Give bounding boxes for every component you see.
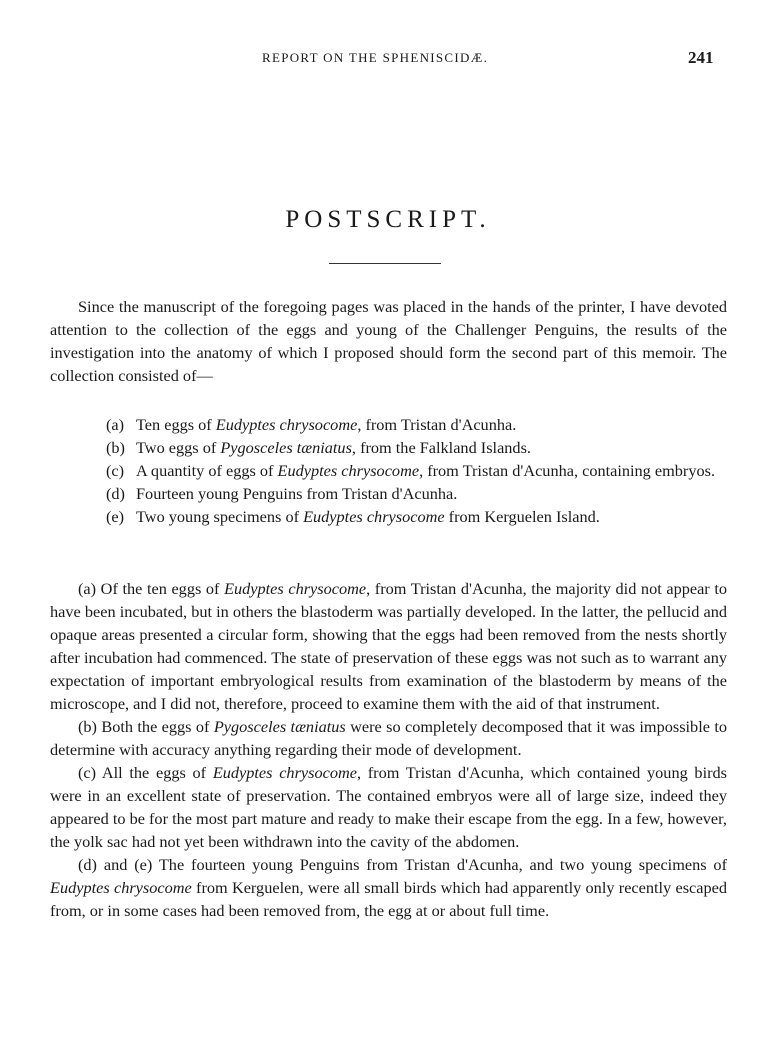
paragraph-text: Of the ten eggs of — [96, 579, 225, 598]
paragraph-c — [50, 761, 727, 853]
paragraph-b — [50, 715, 727, 761]
species-name: Eudyptes chrysocome — [277, 461, 420, 480]
page-number: 241 — [688, 48, 714, 67]
paragraph-d-e — [50, 853, 727, 922]
body-text — [50, 577, 727, 922]
list-text: Two eggs of — [136, 438, 221, 457]
list-text: , from the Falkland Islands. — [351, 438, 531, 457]
paragraph-text: All the eggs of — [96, 763, 213, 782]
paragraph-text: and — [96, 855, 135, 874]
list-text: Ten eggs of — [136, 415, 216, 434]
species-name: Eudyptes chrysocome — [212, 763, 357, 782]
paragraph-a — [50, 577, 727, 715]
intro-text: Since the manuscript of the foregoing pages was placed in the hands of the printer, I have devoted attention to the collection of the eggs and young of the Challenger Penguins, the results of the investigation into the anatomy of which I proposed should form the second part of this memoir. The collection consisted of— — [50, 297, 727, 385]
list-text: from Kerguelen Island. — [444, 507, 600, 526]
species-name: Pygosceles tæniatus — [213, 717, 346, 736]
list-item — [106, 413, 728, 436]
collection-list — [106, 413, 728, 528]
heading-rule — [329, 263, 441, 264]
list-marker: (c) — [106, 461, 125, 480]
paragraph-marker: (a) — [78, 579, 97, 598]
running-head — [0, 46, 776, 70]
paragraph-marker: (b) — [78, 717, 97, 736]
paragraph-text: , from Tristan d'Acunha, the majority did not appear to have been incubated, but in others the blastoderm was partially developed. In the latter, the pellucid and opaque areas presented a circular form, showing that the eggs had been removed from the nests shortly after incubation had commenced. The state of preservation of these eggs was not such as to warrant any expectation of important embryological results from examination of the blastoderm by means of the microscope, and I did not, therefore, proceed to examine them with the aid of that instrument. — [50, 579, 727, 713]
species-name: Eudyptes chrysocome — [215, 415, 358, 434]
list-marker: (a) — [106, 415, 125, 434]
list-text: Two young specimens of — [136, 507, 304, 526]
list-marker: (e) — [106, 507, 125, 526]
paragraph-text: from Kerguelen, were all small birds which had apparently only recently escaped from, or in some cases had been removed from, the egg at or about full time. — [50, 878, 728, 920]
list-item — [106, 436, 728, 459]
paragraph-marker: (c) — [78, 763, 97, 782]
list-item — [106, 482, 728, 505]
list-item — [106, 505, 728, 528]
paragraph-marker: (e) — [134, 855, 153, 874]
paragraph-text: Both the eggs of — [96, 717, 214, 736]
section-heading: POSTSCRIPT. — [285, 206, 491, 233]
running-title: REPORT ON THE SPHENISCIDÆ. — [262, 50, 489, 65]
species-name: Pygosceles tæniatus — [220, 438, 352, 457]
paragraph-text: were so completely decomposed that it was impossible to determine with accuracy anything regarding their mode of development. — [50, 717, 727, 759]
list-marker: (b) — [106, 438, 125, 457]
paragraph-text: The fourteen young Penguins from Tristan d'Acunha, and two young specimens of — [152, 855, 727, 874]
species-name: Eudyptes chrysocome — [224, 579, 367, 598]
paragraph-marker: (d) — [78, 855, 97, 874]
list-text: A quantity of eggs of — [136, 461, 278, 480]
species-name: Eudyptes chrysocome — [303, 507, 445, 526]
list-text: , from Tristan d'Acunha. — [357, 415, 517, 434]
species-name: Eudyptes chrysocome — [50, 878, 192, 897]
list-text: , from Tristan d'Acunha, containing embryos. — [419, 461, 716, 480]
list-marker: (d) — [106, 484, 125, 503]
list-text: Fourteen young Penguins from Tristan d'Acunha. — [136, 484, 458, 503]
list-item — [106, 459, 728, 482]
paragraph-text: , from Tristan d'Acunha, which contained young birds were in an excellent state of preservation. The contained embryos were all of large size, indeed they appeared to be for the most part mature and ready to make their escape from the egg. In a few, however, the yolk sac had not yet been withdrawn into the cavity of the abdomen. — [50, 763, 727, 851]
intro-paragraph — [50, 295, 727, 387]
